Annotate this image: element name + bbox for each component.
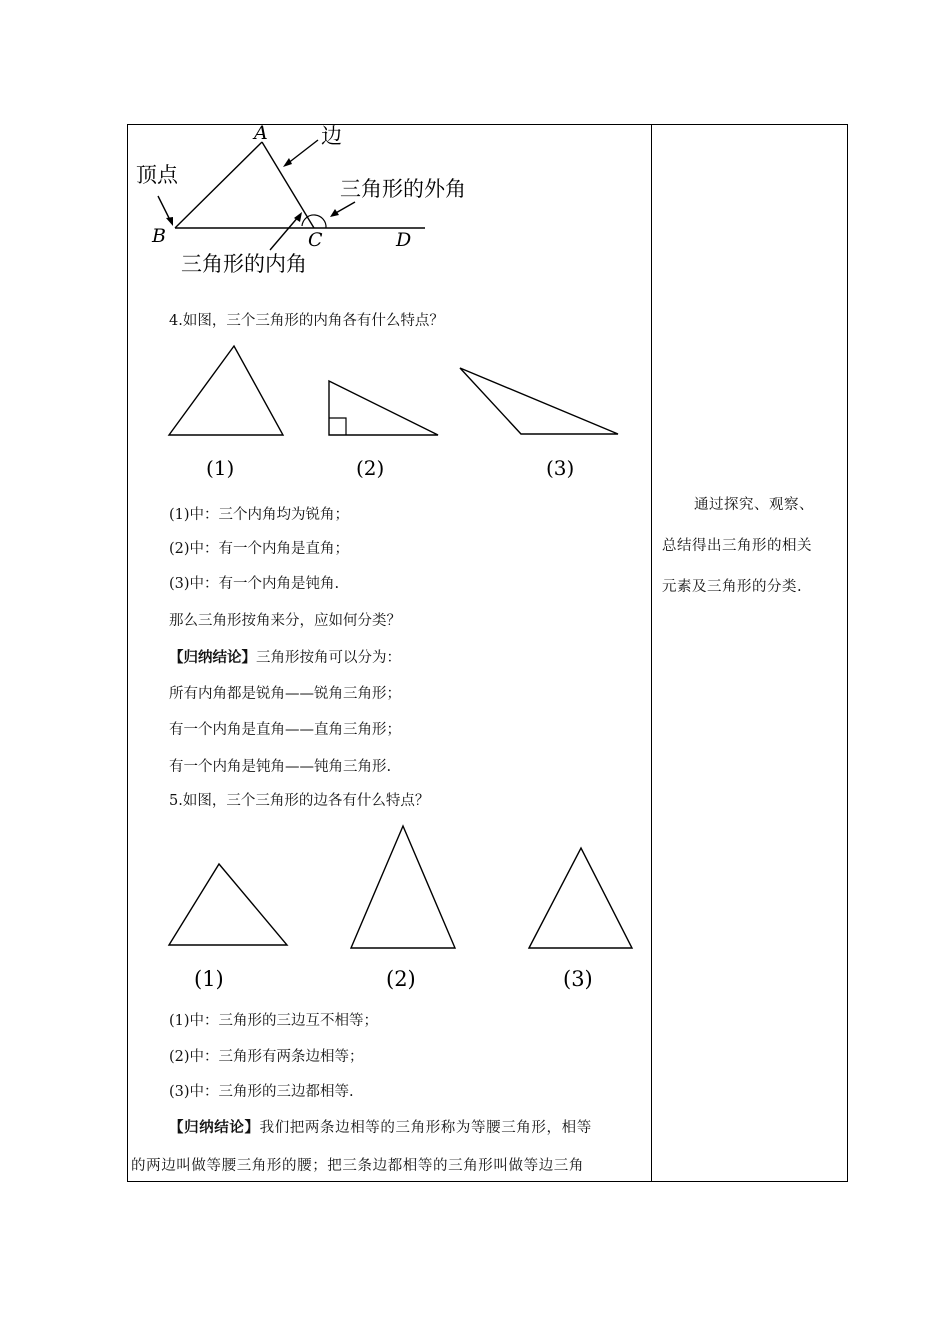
isosceles-triangle: [351, 826, 455, 948]
side-label: 边: [321, 124, 342, 148]
fig4-label-3: (3): [546, 456, 575, 480]
q5-answer-2: (2)中：三角形有两条边相等；: [169, 1049, 364, 1065]
table-bottom-border: [127, 1181, 848, 1182]
fig5-label-1: (1): [194, 967, 224, 991]
conclusion-text: 三角形按角可以分为：: [256, 650, 401, 666]
q4-answer-1: (1)中：三个内角均为锐角；: [169, 507, 350, 523]
class-obtuse: 有一个内角是钝角——钝角三角形.: [169, 759, 392, 775]
scalene-triangle: [169, 864, 287, 945]
class-right: 有一个内角是直角——直角三角形；: [169, 722, 401, 738]
q4-answer-2: (2)中：有一个内角是直角；: [169, 541, 350, 557]
question-4: 4.如图，三个三角形的内角各有什么特点？: [169, 313, 444, 329]
conclusion-line1-text: 我们把两条边相等的三角形称为等腰三角形，相等: [259, 1120, 592, 1136]
exterior-angle-label: 三角形的外角: [340, 177, 466, 201]
interior-angle-label: 三角形的内角: [181, 252, 307, 276]
equilateral-triangle: [529, 848, 632, 948]
side-note-line1: 通过探究、观察、: [694, 497, 814, 513]
q5-conclusion-line2: 的两边叫做等腰三角形的腰；把三条边都相等的三角形叫做等边三角: [131, 1158, 584, 1174]
q4-follow-up: 那么三角形按角来分，应如何分类？: [169, 613, 401, 629]
fig5-label-3: (3): [563, 967, 593, 991]
side-note-line2: 总结得出三角形的相关: [662, 538, 812, 554]
conclusion-tag: 【归纳结论】: [169, 649, 256, 666]
conclusion-tag-2: 【归纳结论】: [169, 1119, 260, 1136]
vertex-label: 顶点: [136, 163, 178, 187]
fig5-label-2: (2): [386, 967, 416, 991]
class-acute: 所有内角都是锐角——锐角三角形；: [169, 686, 401, 702]
fig4-label-2: (2): [356, 456, 385, 480]
fig4-label-1: (1): [206, 456, 235, 480]
side-note-line3: 元素及三角形的分类.: [662, 579, 803, 595]
vertex-c-label: C: [308, 229, 323, 251]
q5-answer-1: (1)中：三角形的三边互不相等；: [169, 1013, 379, 1029]
q5-conclusion-line1: [169, 1118, 592, 1138]
question-5: 5.如图，三个三角形的边各有什么特点？: [169, 793, 430, 809]
vertex-a-label: A: [254, 122, 268, 144]
vertex-b-label: B: [152, 225, 166, 247]
q4-answer-3: (3)中：有一个内角是钝角.: [169, 576, 340, 592]
vertex-d-label: D: [396, 229, 412, 251]
q5-answer-3: (3)中：三角形的三边都相等.: [169, 1084, 354, 1100]
